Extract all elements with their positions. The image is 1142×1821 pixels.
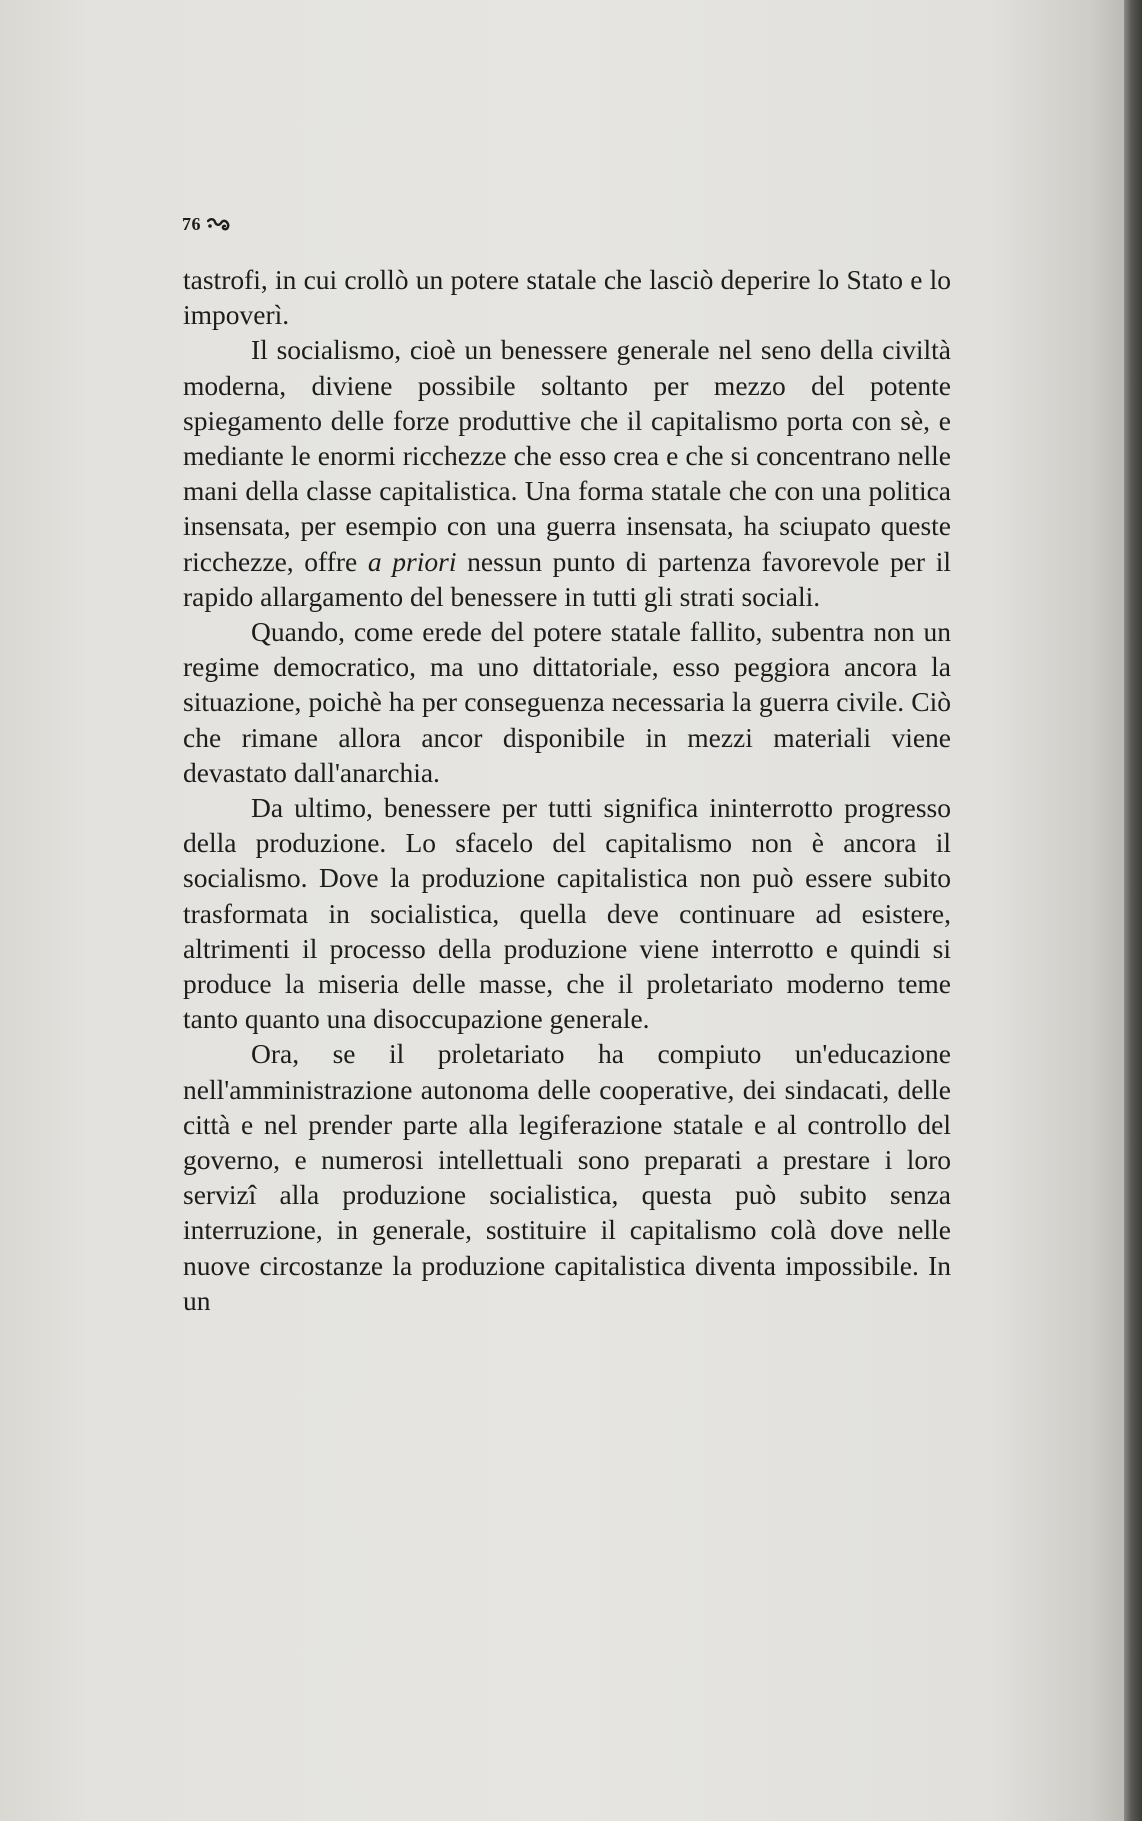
page-number: 76 [182, 214, 201, 234]
page-header [182, 212, 231, 236]
body-text [183, 262, 951, 1318]
paragraph-1: tastrofi, in cui crollò un potere statale che lasciò deperire lo Stato e lo impoverì. [183, 264, 951, 331]
paragraph-2-after: nessun punto di partenza favorevole per il rapido allargamento del benessere in tutti gli strati sociali. [183, 545, 952, 612]
fleuron-icon [207, 216, 231, 232]
page-edge-shadow [1124, 0, 1142, 1821]
paragraph-4: Da ultimo, benessere per tutti significa ininterrotto progresso della produzione. Lo sfacelo del capitalismo non è ancora il socialismo. Dove la produzione capitalistica non può essere subito trasformata in socialistica, quella deve continuare ad esistere, altrimenti il processo della produzione viene interrotto e quindi si produce la miseria delle masse, che il proletariato moderno teme tanto quanto una disoccupazione generale. [183, 792, 951, 1035]
paragraph-3: Quando, come erede del potere statale fallito, subentra non un regime democratico, ma uno dittatoriale, esso peggiora ancora la situazione, poichè ha per conseguenza necessaria la guerra civile. Ciò che rimane allora ancor disponibile in mezzi materiali viene devastato dall'anarchia. [183, 616, 951, 788]
italic-phrase: a priori [367, 545, 457, 577]
paragraph-5: Ora, se il proletariato ha compiuto un'educazione nell'amministrazione autonoma delle cooperative, dei sindacati, delle città e nel prender parte alla legiferazione statale e al controllo del governo, e numerosi intellettuali sono preparati a prestare i loro servizî alla produzione socialistica, questa può subito senza interruzione, in generale, sostituire il capitalismo colà dove nelle nuove circostanze la produzione capitalistica diventa impossibile. In un [183, 1038, 951, 1316]
paragraph-2 [183, 332, 951, 614]
paragraph-2-before: Il socialismo, cioè un benessere generale nel seno della civiltà moderna, diviene possibile soltanto per mezzo del potente spiegamento delle forze produttive che il capitalismo porta con sè, e mediante le enormi ricchezze che esso crea e che si concentrano nelle mani della classe capitalistica. Una forma statale che con una politica insensata, per esempio con una guerra insensata, ha sciupato queste ricchezze, offre [183, 334, 951, 577]
